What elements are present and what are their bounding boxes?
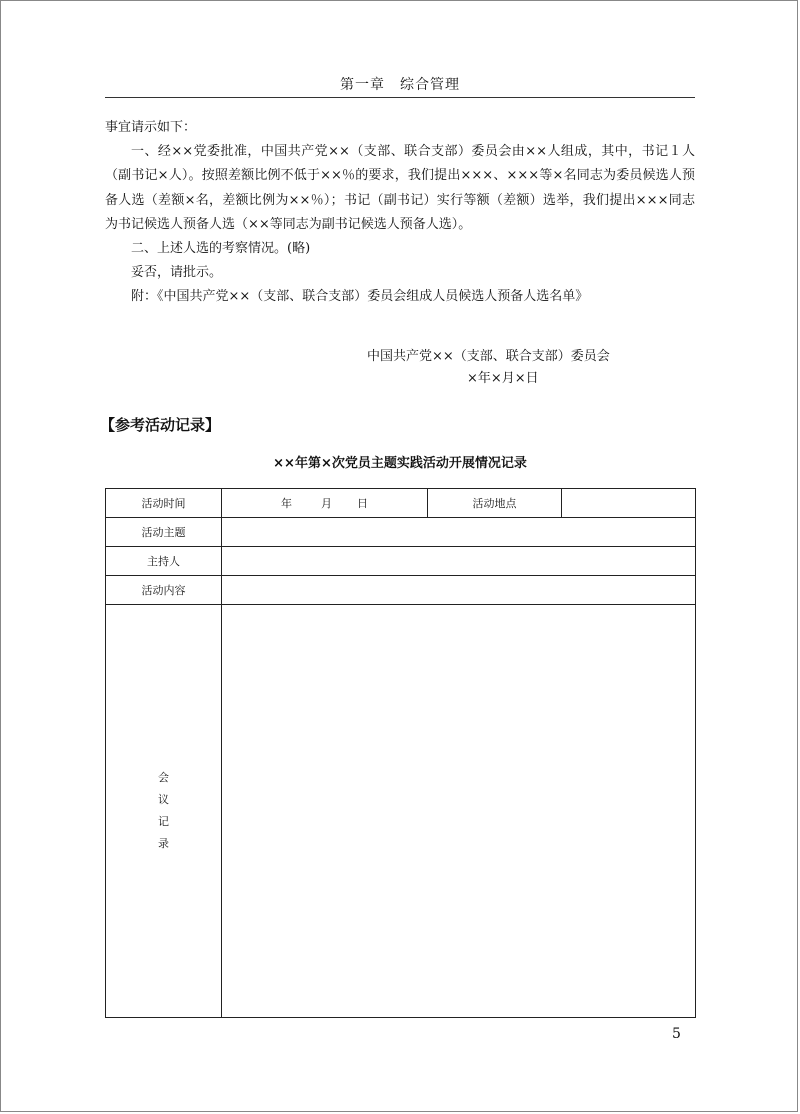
table-row-host — [106, 547, 696, 576]
activity-theme-label: 活动主题 — [106, 518, 222, 547]
table-title: ××年第×次党员主题实践活动开展情况记录 — [273, 456, 527, 471]
running-head: 第一章 综合管理 — [340, 77, 460, 93]
host-label: 主持人 — [106, 547, 222, 576]
body-paragraph-approval: 妥否，请批示。 — [131, 265, 223, 281]
activity-content-field[interactable] — [222, 576, 696, 605]
section-heading: 【参考活动记录】 — [100, 416, 221, 434]
activity-time-field[interactable] — [222, 489, 428, 518]
date-day-label: 日 — [357, 497, 368, 510]
host-field[interactable] — [222, 547, 696, 576]
activity-record-table — [105, 488, 696, 1018]
meeting-record-label-cell — [106, 605, 222, 1018]
body-paragraph-intro: 事宜请示如下： — [105, 120, 197, 135]
activity-content-label: 活动内容 — [106, 576, 222, 605]
activity-theme-field[interactable] — [222, 518, 696, 547]
date-year-label: 年 — [281, 497, 292, 510]
signature-block — [105, 346, 695, 390]
request-body — [105, 116, 695, 310]
activity-location-field[interactable] — [562, 489, 696, 518]
activity-location-label: 活动地点 — [428, 489, 562, 518]
signature-organization: 中国共产党××（支部、联合支部）委员会 — [367, 349, 610, 364]
signature-date: ×年×月×日 — [467, 371, 539, 386]
body-paragraph-attachment: 附：《中国共产党××（支部、联合支部）委员会组成人员候选人预备人选名单》 — [131, 289, 589, 305]
header-rule — [105, 97, 695, 98]
table-row-content — [106, 576, 696, 605]
body-paragraph-two: 二、上述人选的考察情况。(略) — [131, 241, 311, 257]
date-month-label: 月 — [321, 497, 332, 510]
meeting-record-field[interactable] — [222, 605, 696, 1018]
meeting-record-label: 会议记录 — [158, 771, 169, 850]
body-paragraph-one: 一、经××党委批准，中国共产党××（支部、联合支部）委员会由××人组成，其中，书记１人（副书记×人）。按照差额比例不低于××％的要求，我们提出×××、×××等×名同志为委员候选人预备人选（差额×名，差额比例为××％）；书记（副书记）实行等额（差额）选举，我们提出×××同志为书记候选人预备人选（××等同志为副书记候选人预备人选）。 — [105, 144, 695, 232]
table-row-time-location — [106, 489, 696, 518]
page-number: 5 — [672, 1026, 681, 1042]
activity-time-label: 活动时间 — [106, 489, 222, 518]
table-row-meeting-record — [106, 605, 696, 1018]
table-row-theme — [106, 518, 696, 547]
